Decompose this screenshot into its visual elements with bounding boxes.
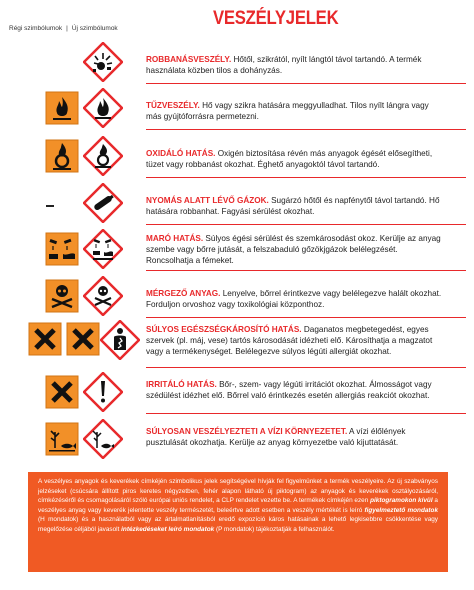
info-text-part-2: a veszélyes anyag vagy keverék jelentette veszély természetét, beleértve adott esetben a veszély mértékét is leíró <box>38 497 438 514</box>
no-old-symbol-dash <box>46 205 54 207</box>
hazard-text: Bőr-, szem- vagy légúti irritációt okozhat. Álmosságot vagy szédülést idézhet elő. Bőrrel való érintkezés esetén allergiás reakciót okozhat. <box>146 380 432 400</box>
old-flame-icon <box>45 91 79 125</box>
hazard-row-oxidizing <box>0 134 474 180</box>
hazard-text: Sugárzó hőtől és napfénytől távol tartandó. Hő hatására robbanhat. Fagyási sérülést okozhat. <box>146 196 440 216</box>
old-harmful-cross-icon-2 <box>66 322 100 356</box>
corrosive-pictogram-icon <box>83 229 123 269</box>
hazard-keyword: MÉRGEZŐ ANYAG. <box>146 289 221 298</box>
old-dead-tree-fish-icon <box>45 422 79 456</box>
hazard-keyword: SÚLYOS EGÉSZSÉGKÁROSÍTÓ HATÁS. <box>146 325 302 334</box>
hazard-description-irritant <box>146 379 446 401</box>
hazard-row-irritant <box>0 370 474 416</box>
hazard-row-explosive <box>0 40 474 86</box>
symbol-legend <box>9 25 118 32</box>
divider-rule <box>146 129 466 130</box>
info-text-part-3: (H mondatok) és a használatból vagy az ártalmatlanításból eredő expozíció káros hatásainak a lehető legkisebbre csökkentése vagy megelőzése céljából javasolt <box>38 516 438 533</box>
clp-info-box <box>28 472 448 572</box>
info-emphasis-p-statements: intézkedéseket leíró mondatok <box>121 525 215 533</box>
divider-rule <box>146 270 466 271</box>
hazard-description-environmental <box>146 426 446 448</box>
info-text-part-1: A veszélyes anyagok és keverékek címkéjén szimbolikus jelek segítségével hívják fel figyelmünket a termék veszélyeire. Az új szabványos jelzéseket (csúcsára állított piros keretes négyzetben, fehér alapon látható új piktogram) az anyagok és keverékek osztályozásáról, címkézéséről és csomagolásáról szóló európai uniós rendelet, a CLP rendelet vezette be. A termékek címkéjén ezen <box>38 478 438 505</box>
hazard-keyword: MARÓ HATÁS. <box>146 234 204 243</box>
info-emphasis-pictograms: piktogramokon kívül <box>370 497 433 505</box>
hazard-description-corrosive <box>146 233 446 266</box>
hazard-row-gas-under-pressure <box>0 181 474 227</box>
oxidizing-pictogram-icon <box>83 136 123 176</box>
hazard-description-flammable <box>146 100 446 122</box>
explosive-pictogram-icon <box>83 42 123 82</box>
hazard-row-health-hazard <box>0 318 474 364</box>
hazard-text: Oxigén biztosítása révén más anyagok égését elősegítheti, tüzet vagy robbanást okozhat. Éghető anyagoktól távol tartandó. <box>146 149 433 169</box>
old-flame-over-circle-icon <box>45 139 79 173</box>
hazard-description-toxic <box>146 288 446 310</box>
hazard-text: Súlyos égési sérülést és szemkárosodást okoz. Kerülje az anyag szembe vagy bőrre jutását, a felszabaduló gőzökjgázok belélegzését. Roncsolhatja a fémeket. <box>146 234 441 265</box>
hazard-text: Daganatos megbetegedést, egyes szervek (pl. máj, vese) tartós károsodását idézheti elő. Károsíthatja a magzatot vagy a termékenységet. Belélegezve súlyos légúti allergiát okozhat. <box>146 325 433 356</box>
old-corrosion-icon <box>45 232 79 266</box>
hazard-text: Lenyelve, bőrrel érintkezve vagy belélegezve halált okozhat. Forduljon orvoshoz vagy toxikológiai központhoz. <box>146 289 442 309</box>
hazard-keyword: SÚLYOSAN VESZÉLYEZTETI A VÍZI KÖRNYEZETET. <box>146 427 348 436</box>
hazard-row-environmental <box>0 417 474 463</box>
old-irritant-cross-icon <box>45 375 79 409</box>
toxic-pictogram-icon <box>83 276 123 316</box>
hazard-row-toxic <box>0 274 474 320</box>
hazard-description-oxidizing <box>146 148 446 170</box>
legend-old-symbols: Régi szimbólumok <box>9 25 63 32</box>
hazard-row-flammable <box>0 86 474 132</box>
hazard-text: Hő vagy szikra hatására meggyulladhat. Tilos nyílt lángra vagy más gyújtóforrásra permetezni. <box>146 101 429 121</box>
hazard-description-explosive <box>146 54 446 76</box>
hazard-description-health-hazard <box>146 324 446 357</box>
info-text-part-4: (P mondatok) tájékoztatják a felhasználót. <box>214 525 335 533</box>
flammable-pictogram-icon <box>83 88 123 128</box>
gas-cylinder-pictogram-icon <box>83 183 123 223</box>
legend-separator: | <box>66 25 68 32</box>
hazard-text: A vízi élőlények pusztulását okozhatja. Kerülje az anyag környezetbe való kijuttatását. <box>146 427 406 447</box>
old-harmful-cross-icon-1 <box>28 322 62 356</box>
page-title: VESZÉLYJELEK <box>213 8 339 29</box>
hazard-keyword: IRRITÁLÓ HATÁS. <box>146 380 217 389</box>
exclamation-mark-pictogram-icon <box>83 372 123 412</box>
divider-rule <box>146 367 466 368</box>
environment-pictogram-icon <box>83 419 123 459</box>
legend-new-symbols: Új szimbólumok <box>71 25 118 32</box>
health-hazard-pictogram-icon <box>100 320 140 360</box>
hazard-keyword: TŰZVESZÉLY. <box>146 101 200 110</box>
divider-rule <box>146 83 466 84</box>
divider-rule <box>146 224 466 225</box>
hazard-keyword: ROBBANÁSVESZÉLY. <box>146 55 232 64</box>
hazard-row-corrosive <box>0 227 474 273</box>
divider-rule <box>146 177 466 178</box>
old-skull-icon <box>45 279 79 313</box>
hazard-keyword: NYOMÁS ALATT LÉVŐ GÁZOK. <box>146 196 269 205</box>
divider-rule <box>146 413 466 414</box>
hazard-description-gas-under-pressure <box>146 195 446 217</box>
hazard-keyword: OXIDÁLÓ HATÁS. <box>146 149 216 158</box>
hazard-text: Hőtől, szikrától, nyílt lángtól távol tartandó. A termék használata közben tilos a dohányzás. <box>146 55 422 75</box>
info-emphasis-h-statements: figyelmeztető mondatok <box>364 506 439 514</box>
